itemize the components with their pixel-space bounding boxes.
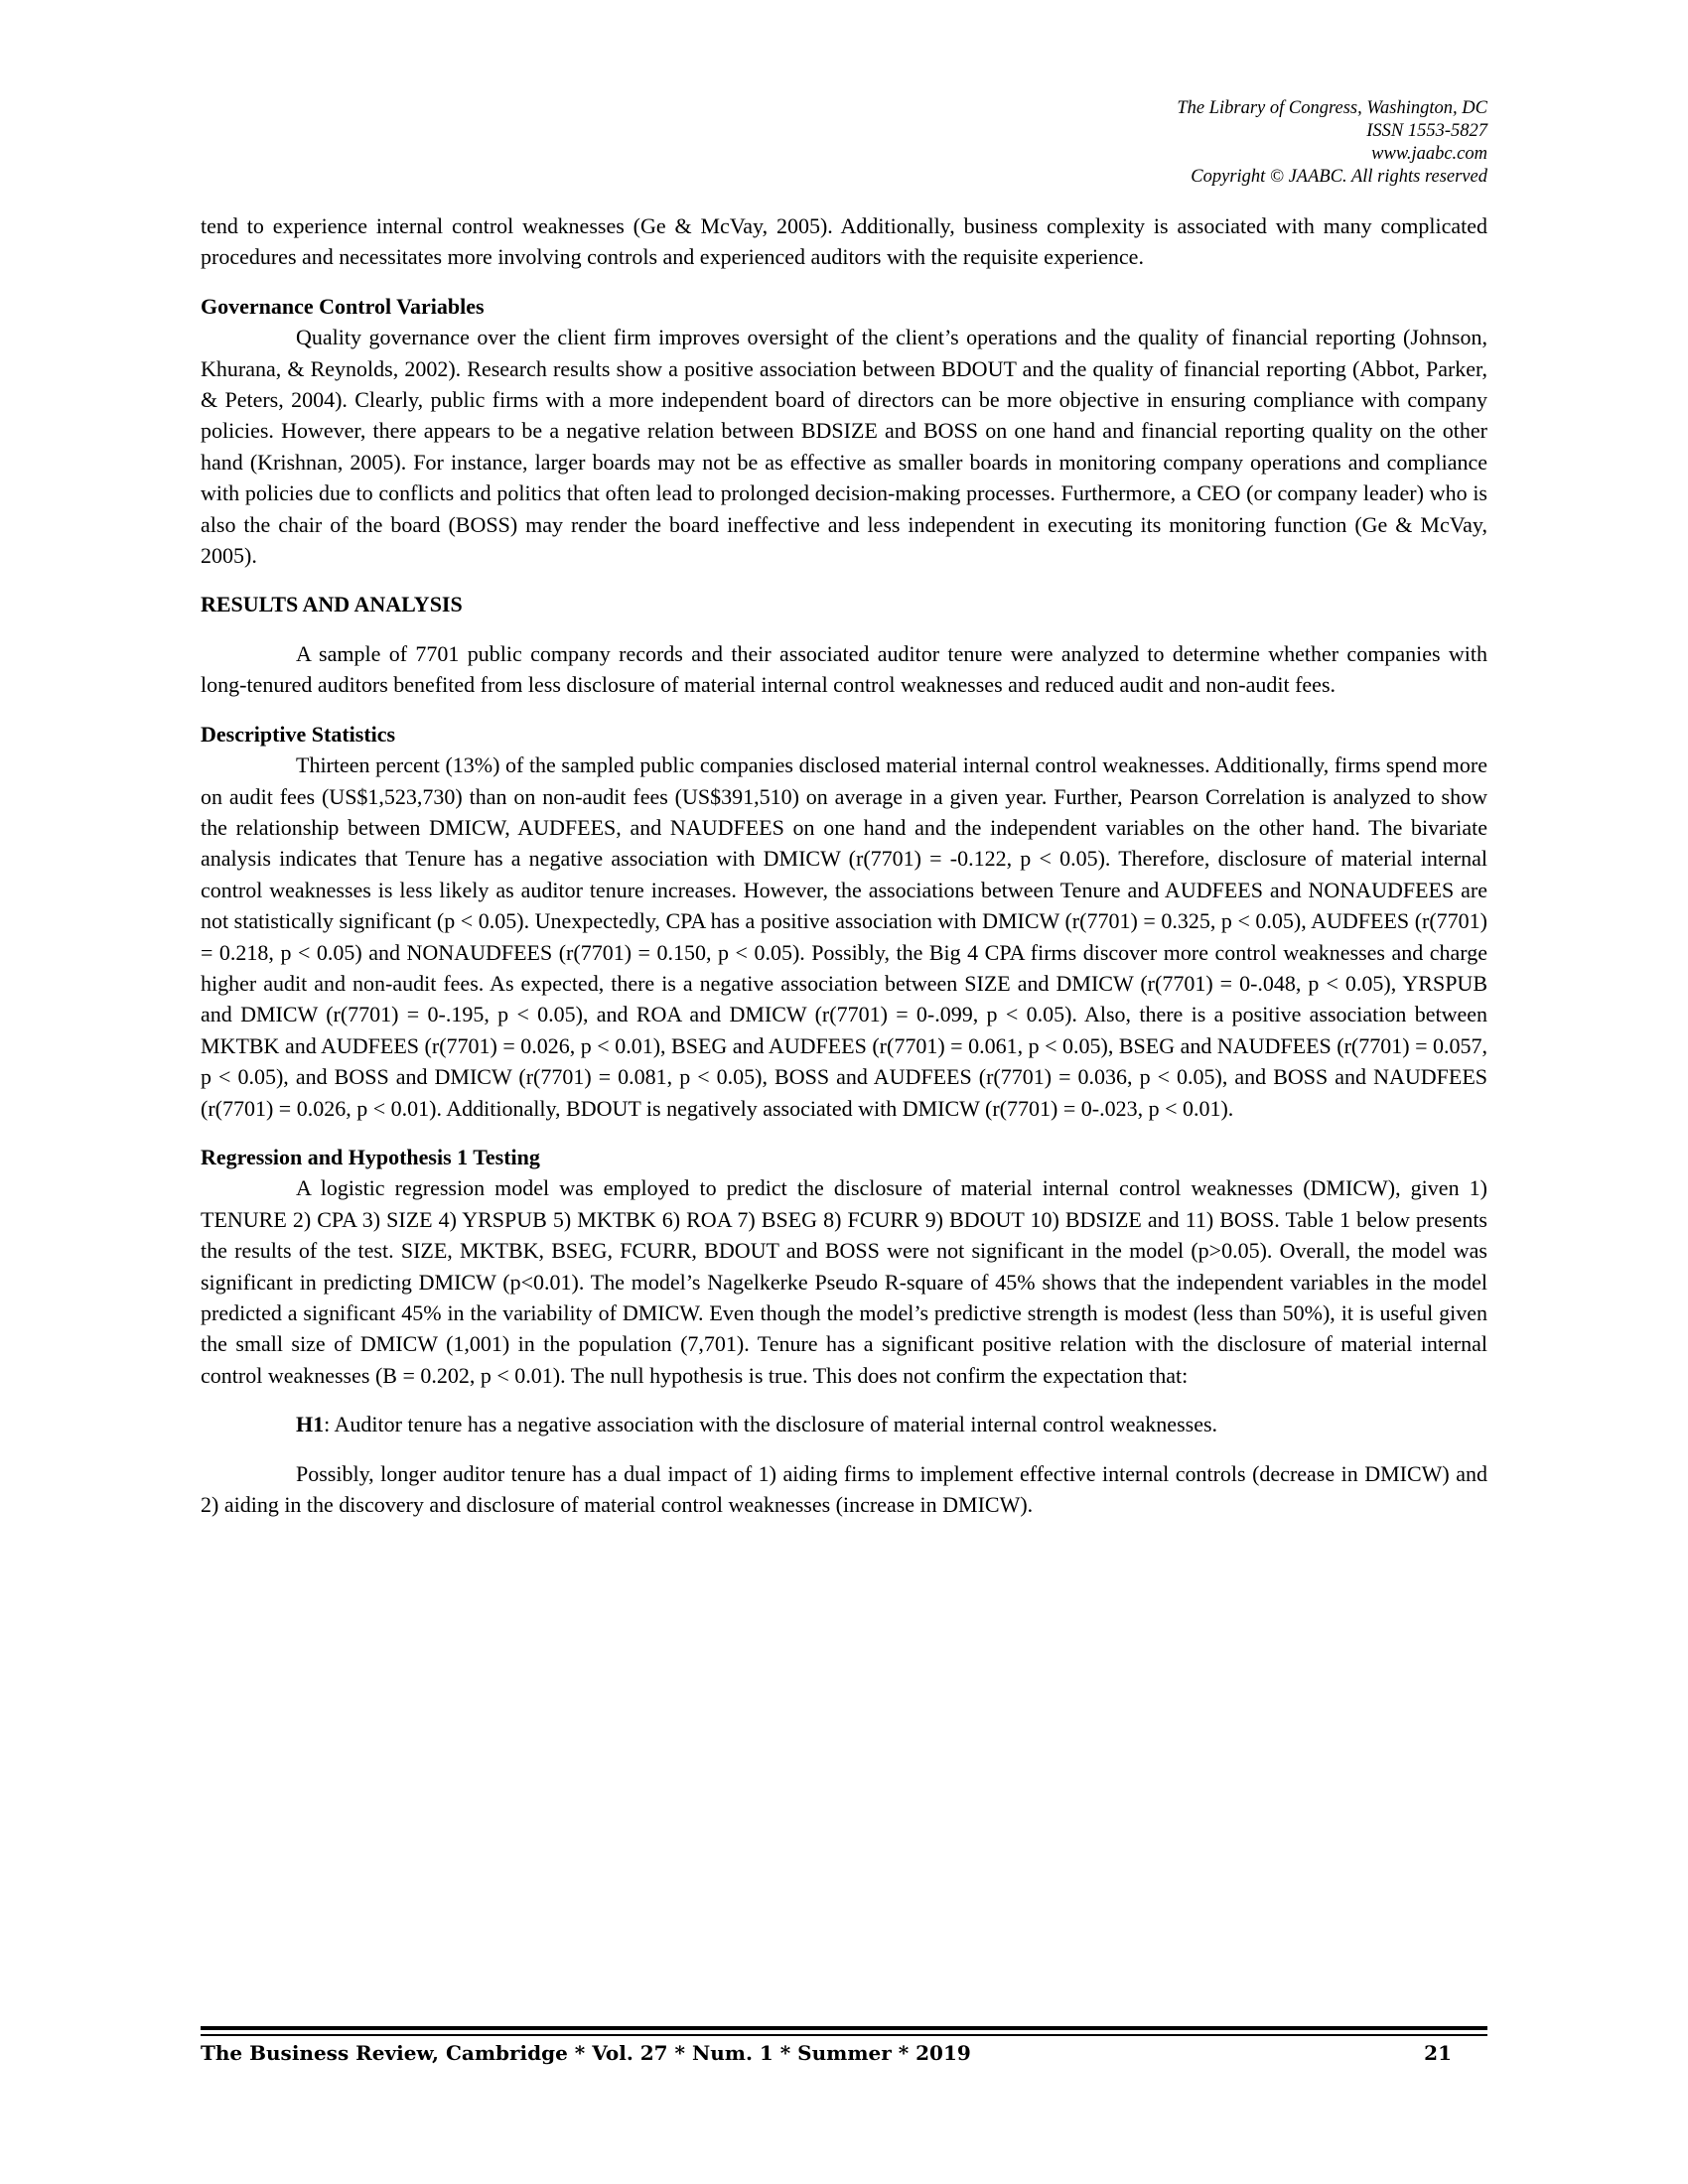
- footer-rule-thin: [201, 2034, 1487, 2036]
- header-issn-line: ISSN 1553-5827: [1366, 121, 1487, 141]
- header-copyright-line: Copyright © JAABC. All rights reserved: [1191, 167, 1487, 187]
- header-website-link[interactable]: www.jaabc.com: [1371, 144, 1487, 164]
- footer-rule-thick: [201, 2026, 1487, 2030]
- governance-heading: Governance Control Variables: [201, 293, 485, 319]
- hypothesis-text: : Auditor tenure has a negative association with the disclosure of material internal control weaknesses.: [324, 1412, 1218, 1437]
- header-library-line: The Library of Congress, Washington, DC: [1177, 98, 1487, 118]
- results-paragraph: A sample of 7701 public company records and their associated auditor tenure were analyzed to determine whether companies with long-tenured auditors benefited from less disclosure of material internal control weaknesses and reduced audit and non-audit fees.: [201, 640, 1487, 698]
- results-heading: RESULTS AND ANALYSIS: [201, 592, 463, 617]
- regression-heading: Regression and Hypothesis 1 Testing: [201, 1144, 540, 1169]
- hypothesis-label: H1: [296, 1412, 325, 1437]
- descriptive-paragraph: Thirteen percent (13%) of the sampled public companies disclosed material internal control weaknesses. Additionally, firms spend more on audit fees (US$1,523,730) than on non-audit fees (US$391,510) on average in a given year. Further, Pearson Correlation is analyzed to show the relationship between DMICW, AUDFEES, and NAUDFEES on one hand and the independent variables on the other hand. The bivariate analysis indicates that Tenure has a negative association with DMICW (r(7701) = -0.122, p < 0.05). Therefore, disclosure of material internal control weaknesses is less likely as auditor tenure increases. However, the associations between Tenure and AUDFEES and NONAUDFEES are not statistically significant (p < 0.05). Unexpectedly, CPA has a positive association with DMICW (r(7701) = 0.325, p < 0.05), AUDFEES (r(7701) = 0.218, p < 0.05) and NONAUDFEES (r(7701) = 0.150, p < 0.05). Possibly, the Big 4 CPA firms discover more control weaknesses and charge higher audit and non-audit fees. As expected, there is a negative association between SIZE and DMICW (r(7701) = 0-.048, p < 0.05), YRSPUB and DMICW (r(7701) = 0-.195, p < 0.05), and ROA and DMICW (r(7701) = 0-.099, p < 0.05). Also, there is a positive association between MKTBK and AUDFEES (r(7701) = 0.026, p < 0.01), BSEG and AUDFEES (r(7701) = 0.061, p < 0.05), BSEG and NAUDFEES (r(7701) = 0.057, p < 0.05), and BOSS and DMICW (r(7701) = 0.081, p < 0.05), BOSS and AUDFEES (r(7701) = 0.036, p < 0.05), and BOSS and NAUDFEES (r(7701) = 0.026, p < 0.01). Additionally, BDOUT is negatively associated with DMICW (r(7701) = 0-.023, p < 0.01).: [201, 752, 1487, 1121]
- governance-paragraph: Quality governance over the client firm improves oversight of the client’s operations and the quality of financial reporting (Johnson, Khurana, & Reynolds, 2002). Research results show a positive association between BDOUT and the quality of financial reporting (Abbot, Parker, & Peters, 2004). Clearly, public firms with a more independent board of directors can be more objective in ensuring compliance with company policies. However, there appears to be a negative relation between BDSIZE and BOSS on one hand and financial reporting quality on the other hand (Krishnan, 2005). For instance, larger boards may not be as effective as smaller boards in monitoring company operations and compliance with policies due to conflicts and politics that often lead to prolonged decision-making processes. Furthermore, a CEO (or company leader) who is also the chair of the board (BOSS) may render the board ineffective and less independent in executing its monitoring function (Ge & McVay, 2005).: [201, 325, 1487, 569]
- closing-paragraph: Possibly, longer auditor tenure has a dual impact of 1) aiding firms to implement effective internal controls (decrease in DMICW) and 2) aiding in the discovery and disclosure of material control weaknesses (increase in DMICW).: [201, 1460, 1487, 1518]
- journal-header: [792, 97, 1487, 189]
- hypothesis-statement: [201, 1409, 1487, 1439]
- footer-page-number: 21: [1424, 2041, 1452, 2065]
- descriptive-heading: Descriptive Statistics: [201, 721, 396, 747]
- intro-paragraph: tend to experience internal control weaknesses (Ge & McVay, 2005). Additionally, business complexity is associated with many complicated procedures and necessitates more involving controls and experienced auditors with the requisite experience.: [201, 213, 1487, 270]
- footer-journal-citation: The Business Review, Cambridge * Vol. 27 * Num. 1 * Summer * 2019: [201, 2041, 971, 2065]
- body-text: [201, 210, 1487, 1520]
- regression-paragraph: A logistic regression model was employed to predict the disclosure of material internal control weaknesses (DMICW), given 1) TENURE 2) CPA 3) SIZE 4) YRSPUB 5) MKTBK 6) ROA 7) BSEG 8) FCURR 9) BDOUT 10) BDSIZE and 11) BOSS. Table 1 below presents the results of the test. SIZE, MKTBK, BSEG, FCURR, BDOUT and BOSS were not significant in the model (p>0.05). Overall, the model was significant in predicting DMICW (p<0.01). The model’s Nagelkerke Pseudo R-square of 45% shows that the independent variables in the model predicted a significant 45% in the variability of DMICW. Even though the model’s predictive strength is modest (less than 50%), it is useful given the small size of DMICW (1,001) in the population (7,701). Tenure has a significant positive relation with the disclosure of material internal control weaknesses (B = 0.202, p < 0.01). The null hypothesis is true. This does not confirm the expectation that:: [201, 1175, 1487, 1388]
